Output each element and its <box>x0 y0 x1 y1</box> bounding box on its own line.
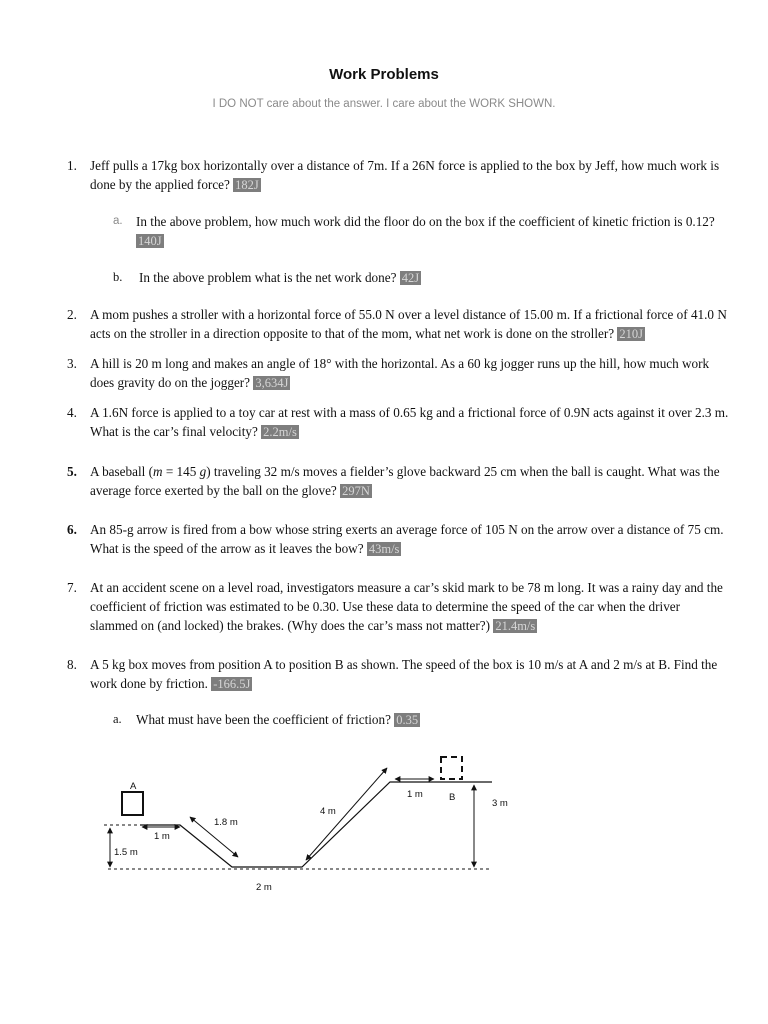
answer-highlight: 42J <box>401 271 420 285</box>
question-number: 7. <box>67 580 77 595</box>
question-text: In the above problem, how much work did the floor do on the box if the coefficient of kinetic friction is 0.12? 140J <box>136 214 715 248</box>
answer-highlight: 43m/s <box>368 542 400 556</box>
label-1-5m: 1.5 m <box>114 847 138 858</box>
question-number: 8. <box>67 657 77 672</box>
answer-highlight: 297N <box>342 484 370 498</box>
question-number: a. <box>113 712 122 726</box>
question-text: A baseball (m = 145 g) traveling 32 m/s moves a fielder’s glove backward 25 cm when the ball is caught. What was the average force exerted by the ball on the glove? 297N <box>90 464 720 498</box>
label-a: A <box>130 781 137 792</box>
question-number: 6. <box>67 522 77 537</box>
question-text: Jeff pulls a 17kg box horizontally over a distance of 7m. If a 26N force is applied to the box by Jeff, how much work is done by the applied force? 182J <box>90 158 720 192</box>
arrow-4m <box>306 768 387 860</box>
label-1m-right: 1 m <box>407 789 423 800</box>
question-number: 5. <box>67 464 77 479</box>
question-text: A 1.6N force is applied to a toy car at rest with a mass of 0.65 kg and a frictional force of 0.9N acts against it over 2.3 m. What is the car’s final velocity? 2.2m/s <box>90 405 729 439</box>
answer-highlight: 3,634J <box>255 376 289 390</box>
track-surface <box>140 782 492 867</box>
box-a <box>122 792 143 815</box>
page-subtitle: I DO NOT care about the answer. I care about the WORK SHOWN. <box>212 98 556 110</box>
label-2m: 2 m <box>256 882 272 893</box>
question-number: 2. <box>67 307 77 322</box>
question-text: What must have been the coefficient of friction? 0.35 <box>136 712 419 727</box>
label-1m-left: 1 m <box>154 831 170 842</box>
question-number: 3. <box>67 356 77 371</box>
box-b-dashed <box>441 757 462 779</box>
question-number: 1. <box>67 158 77 173</box>
question-number: 4. <box>67 405 77 420</box>
label-1-8m: 1.8 m <box>214 817 238 828</box>
label-3m: 3 m <box>492 798 508 809</box>
question-text: A hill is 20 m long and makes an angle of 18° with the horizontal. As a 60 kg jogger runs up the hill, how much work does gravity do on the jogger? 3,634J <box>90 356 710 390</box>
answer-highlight: -166.5J <box>213 677 251 691</box>
answer-highlight: 21.4m/s <box>495 619 536 633</box>
page-title: Work Problems <box>329 66 439 83</box>
question-text: A mom pushes a stroller with a horizontal force of 55.0 N over a level distance of 15.00 m. If a frictional force of 41.0 N acts on the stroller in a direction opposite to that of the mom, what net work is done on the stroller? 210J <box>90 307 727 341</box>
answer-highlight: 2.2m/s <box>263 425 297 439</box>
answer-highlight: 140J <box>138 234 162 248</box>
question-text: A 5 kg box moves from position A to position B as shown. The speed of the box is 10 m/s at A and 2 m/s at B. Find the work done by friction. -166.5J <box>90 657 718 691</box>
label-b: B <box>449 792 456 803</box>
answer-highlight: 182J <box>235 178 259 192</box>
label-4m: 4 m <box>320 806 336 817</box>
question-number: a. <box>113 215 123 227</box>
question-text: At an accident scene on a level road, investigators measure a car’s skid mark to be 78 m long. It was a rainy day and the coefficient of friction was estimated to be 0.30. Use these data to determine the speed of the car when the driver slammed on (and locked) the brakes. (Why does the car’s mass not matter?) 21.4m/s <box>90 580 723 633</box>
question-text: An 85-g arrow is fired from a bow whose string exerts an average force of 105 N on the arrow over a distance of 75 cm. What is the speed of the arrow as it leaves the bow? 43m/s <box>90 522 724 556</box>
answer-highlight: 0.35 <box>396 713 419 727</box>
answer-highlight: 210J <box>619 327 644 341</box>
question-number: b. <box>113 270 123 284</box>
question-text: In the above problem what is the net work done? 42J <box>139 270 420 285</box>
